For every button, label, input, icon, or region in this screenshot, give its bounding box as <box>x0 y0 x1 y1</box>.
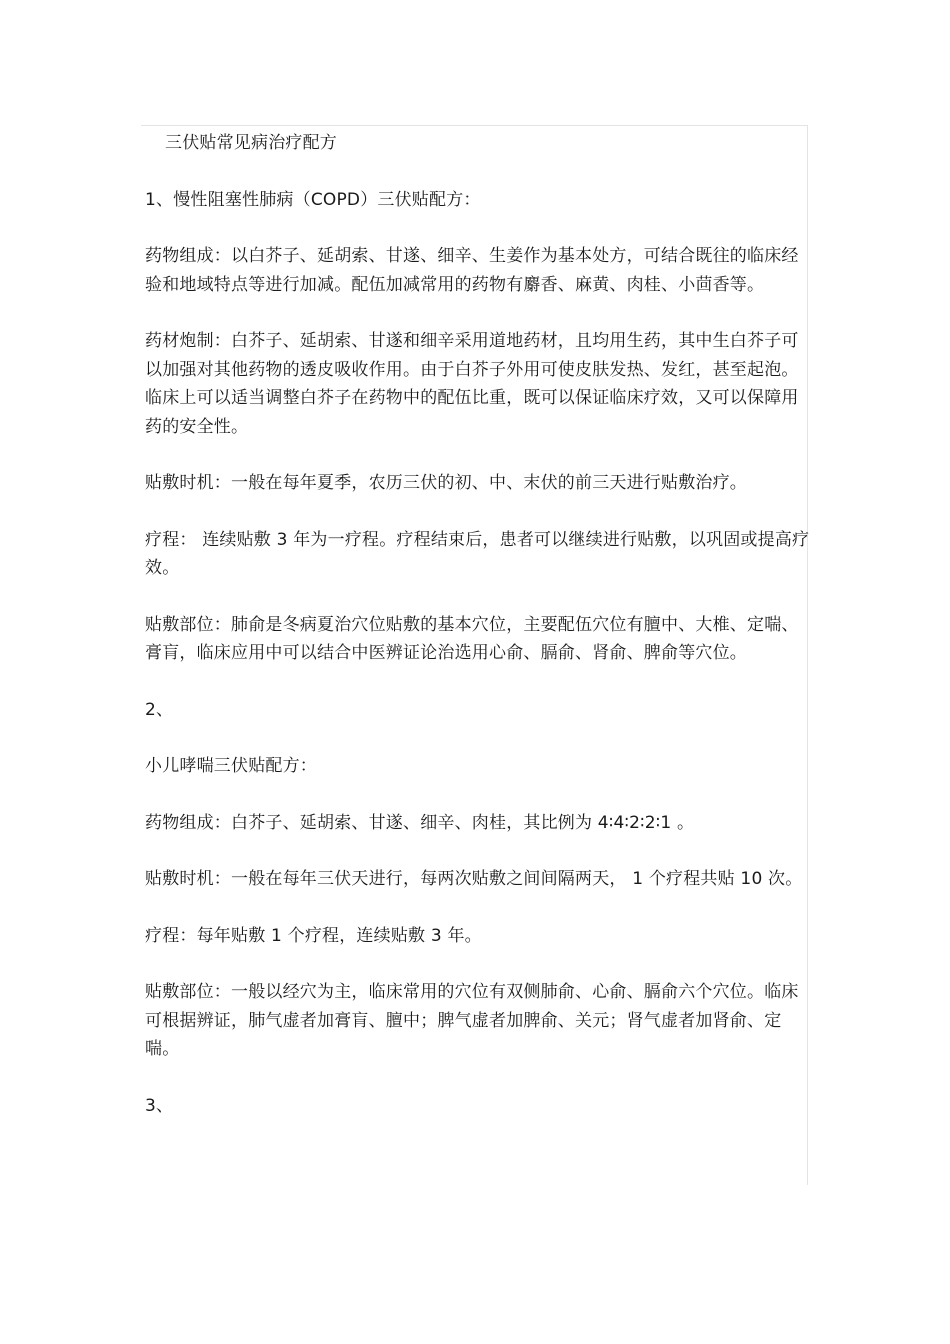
section-1 <box>145 186 815 215</box>
section-subheading-block <box>145 752 815 781</box>
paragraph-text: 贴敷时机：一般在每年三伏天进行，每两次贴敷之间间隔两天， 1 个疗程共贴 10 次。 <box>145 869 803 889</box>
paragraph <box>145 865 815 894</box>
paragraph-text: 贴敷部位：一般以经穴为主，临床常用的穴位有双侧肺俞、心俞、膈俞六个穴位。临床可根据辨证，肺气虚者加膏肓、膻中；脾气虚者加脾俞、关元；肾气虚者加肾俞、定喘。 <box>145 982 799 1059</box>
paragraph <box>145 809 815 838</box>
section-subheading: 小儿哮喘三伏贴配方： <box>145 756 317 776</box>
paragraph-text: 疗程：每年贴敷 1 个疗程，连续贴敷 3 年。 <box>145 925 482 946</box>
section-heading: 1、慢性阻塞性肺病（COPD）三伏贴配方： <box>145 189 481 210</box>
paragraph <box>145 526 815 583</box>
section-3 <box>145 1092 815 1121</box>
paragraph <box>145 922 815 951</box>
paragraph <box>145 978 815 1064</box>
paragraph-text: 药物组成：以白芥子、延胡索、甘遂、细辛、生姜作为基本处方，可结合既往的临床经验和地域特点等进行加减。配伍加减常用的药物有麝香、麻黄、肉桂、小茴香等。 <box>145 246 799 295</box>
section-heading: 2、 <box>145 699 174 720</box>
paragraph-text: 贴敷部位：肺俞是冬病夏治穴位贴敷的基本穴位，主要配伍穴位有膻中、大椎、定喘、膏肓，临床应用中可以结合中医辨证论治选用心俞、膈俞、肾俞、脾俞等穴位。 <box>145 614 799 663</box>
section-heading: 3、 <box>145 1095 174 1116</box>
document-body <box>145 126 815 1120</box>
paragraph-text: 疗程： 连续贴敷 3 年为一疗程。疗程结束后，患者可以继续进行贴敷，以巩固或提高疗效。 <box>145 529 810 578</box>
paragraph <box>145 327 815 441</box>
section-2 <box>145 696 815 725</box>
document-title: 三伏贴常见病治疗配方 <box>165 133 337 153</box>
paragraph <box>145 469 815 498</box>
paragraph-text: 药物组成：白芥子、延胡索、甘遂、细辛、肉桂，其比例为 4∶4∶2∶2∶1 。 <box>145 812 695 833</box>
paragraph-text: 药材炮制：白芥子、延胡索、甘遂和细辛采用道地药材，且均用生药，其中生白芥子可以加强对其他药物的透皮吸收作用。由于白芥子外用可使皮肤发热、发红，甚至起泡。临床上可以适当调整白芥子在药物中的配伍比重，既可以保证临床疗效，又可以保障用药的安全性。 <box>145 331 799 437</box>
paragraph-text: 贴敷时机：一般在每年夏季，农历三伏的初、中、末伏的前三天进行贴敷治疗。 <box>145 473 747 493</box>
paragraph <box>145 611 815 668</box>
paragraph <box>145 242 815 299</box>
